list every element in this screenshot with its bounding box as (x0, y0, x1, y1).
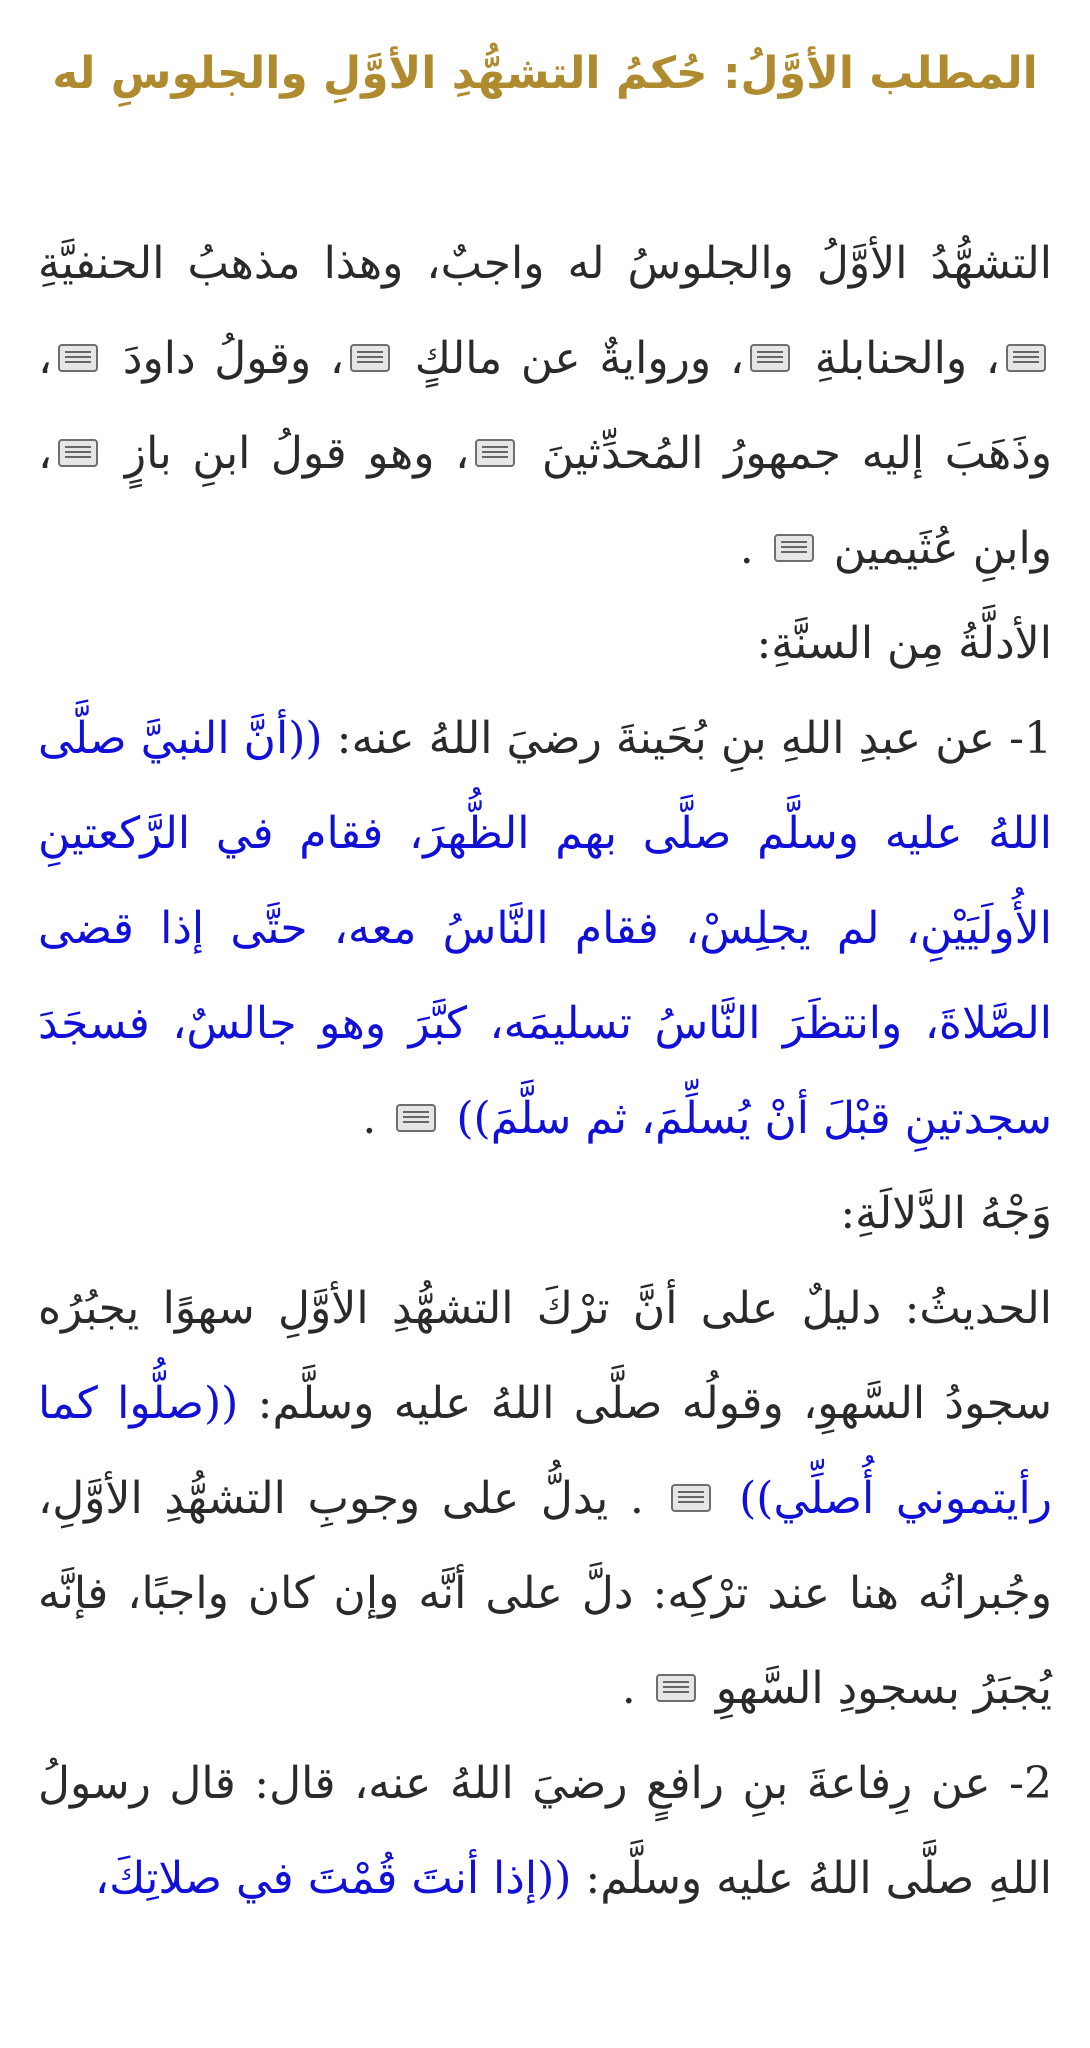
text-segment: ، وذَهَبَ إليه جمهورُ المُحدِّثينَ (38, 333, 1052, 479)
text-segment: . (739, 523, 754, 574)
text-segment: ، وقولُ داودَ (122, 333, 345, 384)
text-segment: . (362, 1093, 377, 1144)
text-segment: ، وروايةٌ عن مالكٍ (414, 333, 745, 384)
hadith-quote: ((صلُّوا كما رأيتموني أُصلِّي)) (38, 1378, 1052, 1524)
text-segment: 1- عن عبدِ اللهِ بنِ بُحَينةَ رضيَ اللهُ عنه: (322, 713, 1052, 764)
hadith-paragraph-1 (38, 691, 1052, 1166)
text-segment: التشهُّدُ الأوَّلُ والجلوسُ له واجبٌ، وهذا مذهبُ الحنفيَّةِ (38, 238, 1052, 289)
hadith-quote: ((إذا أنتَ قُمْتَ في صلاتِكَ، (94, 1853, 572, 1904)
text-segment: ، وابنِ عُثَيمين (38, 428, 1052, 574)
text-segment: . (621, 1663, 636, 1714)
text-segment: الحديثُ: دليلٌ على أنَّ ترْكَ التشهُّدِ الأوَّلِ سهوًا يجبُرُه سجودُ السَّهوِ، وقولُه صلَّى اللهُ عليه وسلَّم: (38, 1283, 1052, 1429)
footnote-icon[interactable] (58, 439, 98, 467)
footnote-icon[interactable] (58, 344, 98, 372)
section-heading-evidence: الأدلَّةُ مِن السنَّةِ: (756, 618, 1052, 669)
footnote-icon[interactable] (1006, 344, 1046, 372)
footnote-icon[interactable] (350, 344, 390, 372)
text-segment: ، والحنابلةِ (814, 333, 1000, 384)
footnote-icon[interactable] (396, 1104, 436, 1132)
ruling-paragraph (38, 216, 1052, 596)
footnote-icon[interactable] (774, 534, 814, 562)
footnote-icon[interactable] (656, 1674, 696, 1702)
inference-paragraph (38, 1261, 1052, 1736)
text-segment: 2- عن رِفاعةَ بنِ رافعٍ رضيَ اللهُ عنه، قال: قال رسولُ اللهِ صلَّى اللهُ عليه وسلَّم: (38, 1758, 1052, 1904)
footnote-icon[interactable] (671, 1484, 711, 1512)
page-title: المطلب الأوَّلُ: حُكمُ التشهُّدِ الأوَّلِ والجلوسِ له (52, 48, 1038, 99)
footnote-icon[interactable] (750, 344, 790, 372)
footnote-icon[interactable] (475, 439, 515, 467)
hadith-paragraph-2 (38, 1736, 1052, 1926)
hadith-quote: ((أنَّ النبيَّ صلَّى اللهُ عليه وسلَّم صلَّى بهم الظُّهرَ، فقام في الرَّكعتينِ الأُولَيَيْنِ، لم يجلِسْ، فقام النَّاسُ معه، حتَّى إذا قضى الصَّلاةَ، وانتظَرَ النَّاسُ تسليمَه، كبَّرَ وهو جالسٌ، فسجَدَ سجدتينِ قبْلَ أنْ يُسلِّمَ، ثم سلَّمَ)) (38, 713, 1052, 1144)
text-segment: . يدلُّ على وجوبِ التشهُّدِ الأوَّلِ، وجُبرانُه هنا عند ترْكِه: دلَّ على أنَّه وإن كان واجبًا، فإنَّه يُجبَرُ بسجودِ السَّهوِ (38, 1473, 1052, 1714)
text-segment: ، وهو قولُ ابنِ بازٍ (124, 428, 470, 479)
section-heading-inference: وَجْهُ الدَّلالَةِ: (840, 1188, 1052, 1239)
